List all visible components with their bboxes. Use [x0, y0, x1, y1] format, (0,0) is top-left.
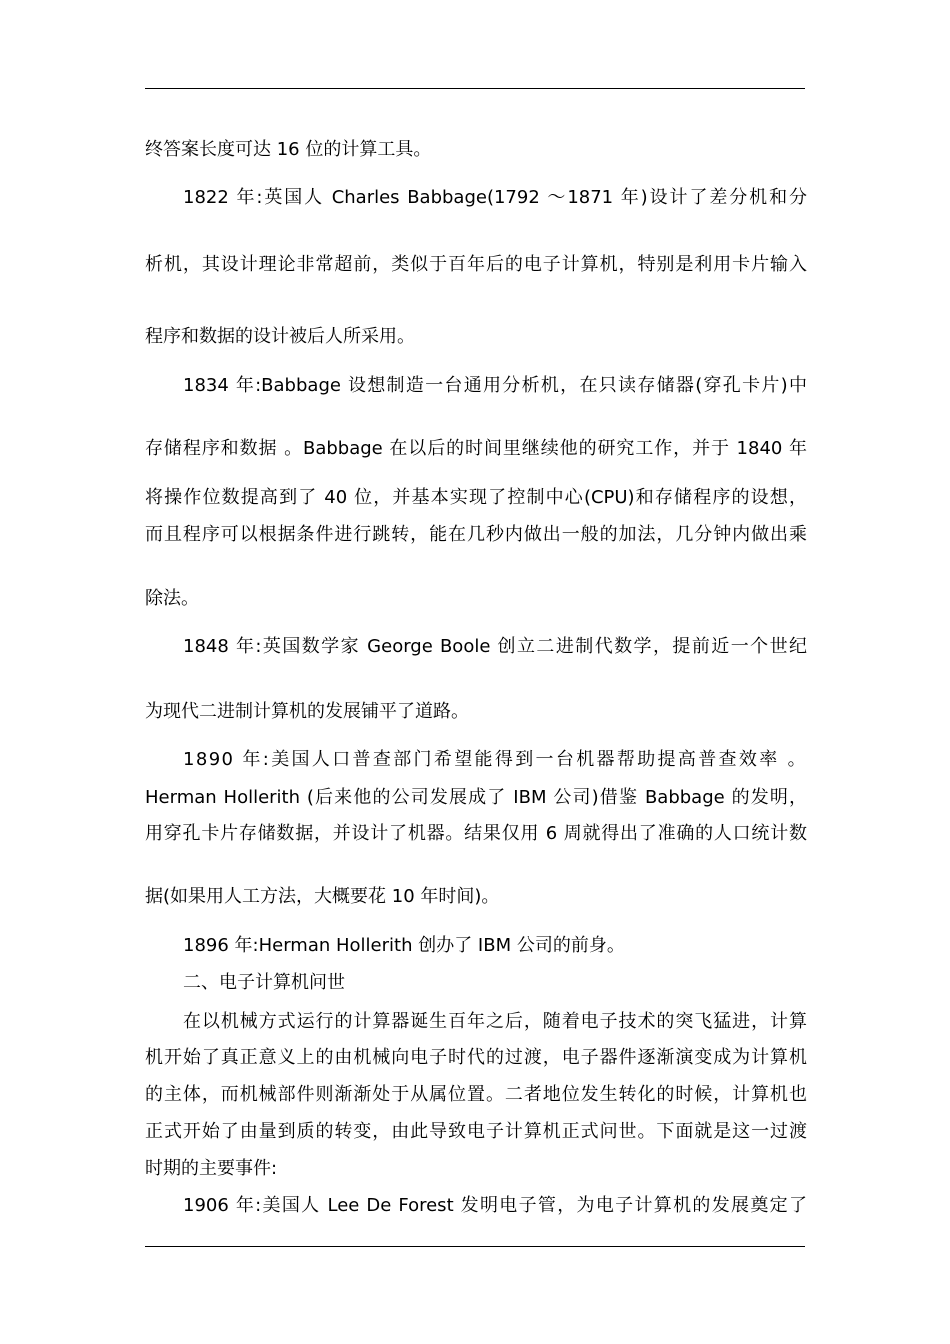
text-line: 析机，其设计理论非常超前，类似于百年后的电子计算机，特别是利用卡片输入	[145, 254, 807, 275]
header-rule	[145, 88, 805, 89]
text-line: 机开始了真正意义上的由机械向电子时代的过渡，电子器件逐渐演变成为计算机	[145, 1047, 807, 1068]
text-line: 程序和数据的设计被后人所采用。	[145, 326, 415, 347]
text-line: 1890 年:美国人口普查部门希望能得到一台机器帮助提高普查效率 。	[183, 749, 807, 770]
text-line: 1896 年:Herman Hollerith 创办了 IBM 公司的前身。	[183, 935, 625, 956]
text-line: 1848 年:英国数学家 George Boole 创立二进制代数学，提前近一个世纪	[183, 636, 807, 657]
text-line: 1834 年:Babbage 设想制造一台通用分析机，在只读存储器(穿孔卡片)中	[183, 375, 807, 396]
text-line: 除法。	[145, 588, 199, 609]
text-line: 1822 年:英国人 Charles Babbage(1792 ～1871 年)设计了差分机和分	[183, 187, 807, 208]
text-line: 终答案长度可达 16 位的计算工具。	[145, 139, 432, 160]
text-line: 用穿孔卡片存储数据，并设计了机器。结果仅用 6 周就得出了准确的人口统计数	[145, 823, 807, 844]
footer-rule	[145, 1246, 805, 1247]
text-line: 1906 年:美国人 Lee De Forest 发明电子管，为电子计算机的发展奠定了	[183, 1195, 807, 1216]
text-line: 的主体，而机械部件则渐渐处于从属位置。二者地位发生转化的时候，计算机也	[145, 1084, 807, 1105]
text-line: 时期的主要事件:	[145, 1158, 278, 1179]
text-line: 为现代二进制计算机的发展铺平了道路。	[145, 701, 469, 722]
text-line: 而且程序可以根据条件进行跳转，能在几秒内做出一般的加法，几分钟内做出乘	[145, 524, 807, 545]
text-line: 据(如果用人工方法，大概要花 10 年时间)。	[145, 886, 500, 907]
text-line: Herman Hollerith (后来他的公司发展成了 IBM 公司)借鉴 Babbage 的发明，	[145, 787, 807, 808]
text-line: 存储程序和数据 。Babbage 在以后的时间里继续他的研究工作，并于 1840 年	[145, 438, 808, 459]
section-heading: 二、电子计算机问世	[183, 972, 345, 993]
text-line: 将操作位数提高到了 40 位，并基本实现了控制中心(CPU)和存储程序的设想，	[145, 487, 807, 508]
text-line: 正式开始了由量到质的转变，由此导致电子计算机正式问世。下面就是这一过渡	[145, 1121, 807, 1142]
text-line: 在以机械方式运行的计算器诞生百年之后，随着电子技术的突飞猛进，计算	[183, 1011, 807, 1032]
